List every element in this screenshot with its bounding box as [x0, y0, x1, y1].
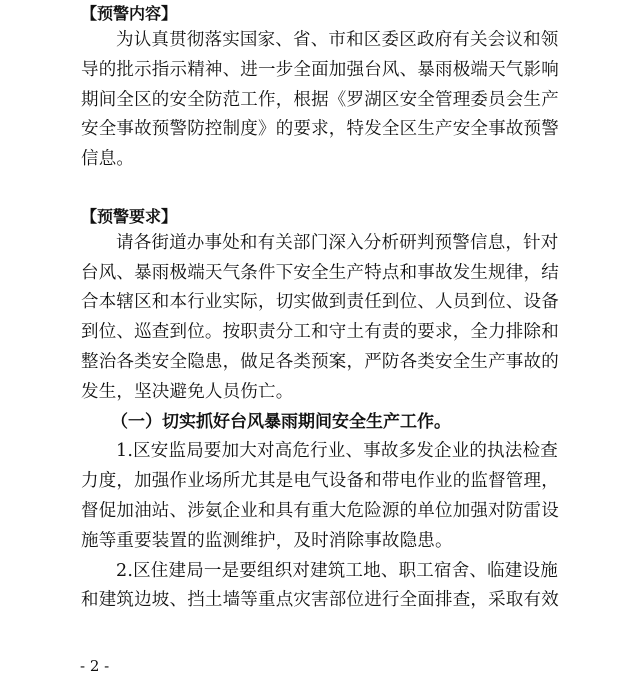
item-1-paragraph [81, 437, 559, 556]
paragraph-line: 督促加油站、涉氨企业和具有重大危险源的单位加强对防雷设 [81, 500, 559, 521]
paragraph-line: 发生，坚决避免人员伤亡。 [81, 381, 294, 402]
paragraph-line: 合本辖区和本行业实际，切实做到责任到位、人员到位、设备 [81, 292, 559, 313]
blank-line [81, 175, 551, 205]
paragraph-line: 2.区住建局一是要组织对建筑工地、职工宿舍、临建设施 [116, 560, 558, 581]
page-number: - 2 - [80, 657, 110, 675]
paragraph-line: 施等重要装置的监测维护，及时消除事故隐患。 [81, 530, 453, 551]
warning-content-paragraph [81, 26, 559, 175]
paragraph-line: 导的批示指示精神、进一步全面加强台风、暴雨极端天气影响 [81, 59, 559, 80]
item-2-paragraph [81, 557, 559, 617]
subsection-heading: （一）切实抓好台风暴雨期间安全生产工作。 [111, 411, 451, 432]
paragraph-line: 请各街道办事处和有关部门深入分析研判预警信息，针对 [116, 232, 559, 253]
section-heading-warning-content: 【预警内容】 [81, 4, 178, 23]
paragraph-line: 为认真贯彻落实国家、省、市和区委区政府有关会议和领 [116, 30, 559, 50]
paragraph-line: 力度，加强作业场所尤其是电气设备和带电作业的监督管理， [81, 471, 559, 492]
document-body [81, 2, 559, 616]
paragraph-line: 台风、暴雨极端天气条件下安全生产特点和事故发生规律，结 [81, 262, 559, 283]
section-heading-warning-requirements: 【预警要求】 [81, 206, 178, 226]
warning-requirements-paragraph [81, 229, 559, 408]
paragraph-line: 信息。 [81, 149, 135, 170]
paragraph-line: 安全事故预警防控制度》的要求，特发全区生产安全事故预警 [81, 119, 559, 140]
paragraph-line: 和建筑边坡、挡土墙等重点灾害部位进行全面排查，采取有效 [81, 590, 559, 611]
paragraph-line: 整治各类安全隐患，做足各类预案，严防各类安全生产事故的 [81, 351, 559, 372]
paragraph-line: 1.区安监局要加大对高危行业、事故多发企业的执法检查 [116, 441, 558, 462]
paragraph-line: 到位、巡查到位。按职责分工和守土有责的要求，全力排除和 [81, 322, 559, 343]
paragraph-line: 期间全区的安全防范工作，根据《罗湖区安全管理委员会生产 [81, 89, 559, 110]
